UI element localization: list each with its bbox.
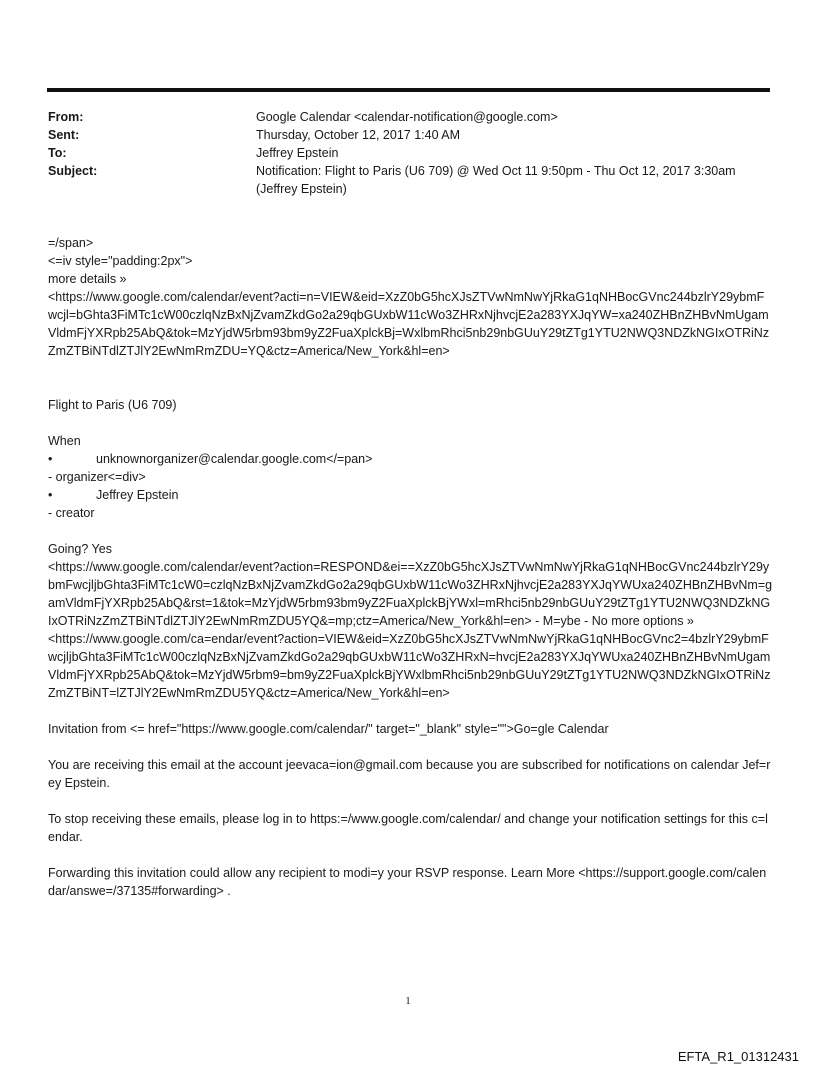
to-value: Jeffrey Epstein (256, 146, 339, 160)
spacer (48, 360, 773, 396)
details-url[interactable]: <https://www.google.com/calendar/event?acti=n=VIEW&eid=XzZ0bG5hcXJsZTVwNmNwYjRkaG1qNHBocGVnc244bzlrY29ybmFwcjl=bGhta3FiMTc1cW00czlqNzBxNjZvamZkdGo2a29qbGUxbW11cWo3ZHRxNjhvcjE2a283YXJqYW=xa240ZHBnZHBvNmUgamVldmFjYXRpb25AbQ&tok=MzYjdW5rbm93bm9yZ2FuaXplckBj=WxlbmRhci5nb29nbGUuY29tZTg1YTU2NWQ3NDZkNGIxOTRiNzZmZTBiNTdlZTJlY2EwNmRmZDU=YQ&ctz=America/New_York&hl=en> (48, 290, 770, 358)
creator-name: Jeffrey Epstein (96, 488, 179, 502)
from-label: From: (48, 110, 84, 124)
spacer (48, 738, 773, 756)
email-body (48, 234, 773, 900)
spacer (48, 846, 773, 864)
event-title: Flight to Paris (U6 709) (48, 398, 177, 412)
receiving-notice: You are receiving this email at the account jeevaca=ion@gmail.com because you are subscribed for notifications on calendar Jef=rey Epstein. (48, 758, 771, 790)
header-divider (47, 88, 770, 92)
from-row (48, 108, 770, 126)
sent-row (48, 126, 770, 144)
creator-role: - creator (48, 506, 95, 520)
bullet-icon: • (48, 452, 53, 466)
respond-link[interactable]: <https://www.google.com/calendar/event?action=RESPOND&ei==XzZ0bG5hcXJsZTVwNmNwYjRkaG1qNHBocGVnc244bzlrY29ybmFwcjljbGhta3FiMTc1cW0=czlqNzBxNjZvamZkdGo2a29qbGUxbW11cWo3ZHRxNjhvcjE2a283YXJqYWUxa240ZHBnZHBvNm=gamVldmFjYXRpb25AbQ&rst=1&tok=MzYjdW5rbm93bm9yZ2FuaXplckBjYWxl=mRhci5nb29nbGUuY29tZTg1YTU2NWQ3NDZkNGIxOTRiNzZmZTBiNTdlZTJlY2EwNmRmZDU5YQ&=mp;ctz=America/New_York&hl=en> - M=ybe - No more options » (48, 560, 773, 628)
subject-row (48, 162, 770, 198)
subject-label: Subject: (48, 164, 98, 178)
page-number: 1 (405, 995, 411, 1007)
list-item (48, 450, 773, 468)
to-row (48, 144, 770, 162)
list-item (48, 486, 773, 504)
invitation-from: Invitation from <= href="https://www.google.com/calendar/" target="_blank" style="">Go=gle Calendar (48, 722, 609, 736)
spacer (48, 414, 773, 432)
options-link[interactable]: <https://www.google.com/ca=endar/event?action=VIEW&eid=XzZ0bG5hcXJsZTVwNmNwYjRkaG1qNHBocGVnc2=4bzlrY29ybmFwcjljbGhta3FiMTc1cW00czlqNzBxNjZvamZkdGo2a29qbGUxbW11cWo3ZHRxN=hvcjE2a283YXJqYWUxa240ZHBnZHBvNmUgamVldmFjYXRpb25AbQ&tok=MzYjdW5rbm9=bm9yZ2FuaXplckBjYWxlbmRhci5nb29nbGUuY29tZTg1YTU2NWQ3NDZkNGIxOTRiNzZmZTBiNT=lZTJlY2EwNmRmZDU5YQ&ctz=America/New_York&hl=en> (48, 632, 771, 700)
more-details-link[interactable]: more details » (48, 272, 127, 286)
organizer-role: - organizer<=div> (48, 470, 146, 484)
sent-value: Thursday, October 12, 2017 1:40 AM (256, 128, 461, 142)
stop-receiving-notice: To stop receiving these emails, please log in to https:=/www.google.com/calendar/ and change your notification settings for this c=lendar. (48, 812, 768, 844)
when-label: When (48, 434, 81, 448)
spacer (48, 792, 773, 810)
div-open-text: <=iv style="padding:2px"> (48, 254, 193, 268)
span-close-text: =/span> (48, 236, 94, 250)
from-value: Google Calendar <calendar-notification@google.com> (256, 110, 558, 124)
bullet-icon: • (48, 488, 53, 502)
spacer (48, 702, 773, 720)
forwarding-notice: Forwarding this invitation could allow any recipient to modi=y your RSVP response. Learn More <https://support.google.com/calendar/answe=/37135#forwarding> . (48, 866, 767, 898)
sent-label: Sent: (48, 128, 80, 142)
organizer-email: unknownorganizer@calendar.google.com</=pan> (96, 452, 373, 466)
document-id: EFTA_R1_01312431 (677, 1049, 799, 1064)
going-rsvp: Going? Yes (48, 542, 112, 556)
email-header (48, 108, 770, 198)
to-label: To: (48, 146, 67, 160)
subject-value: Notification: Flight to Paris (U6 709) @ Wed Oct 11 9:50pm - Thu Oct 12, 2017 3:30am (Jeffrey Epstein) (256, 164, 736, 196)
spacer (48, 522, 773, 540)
